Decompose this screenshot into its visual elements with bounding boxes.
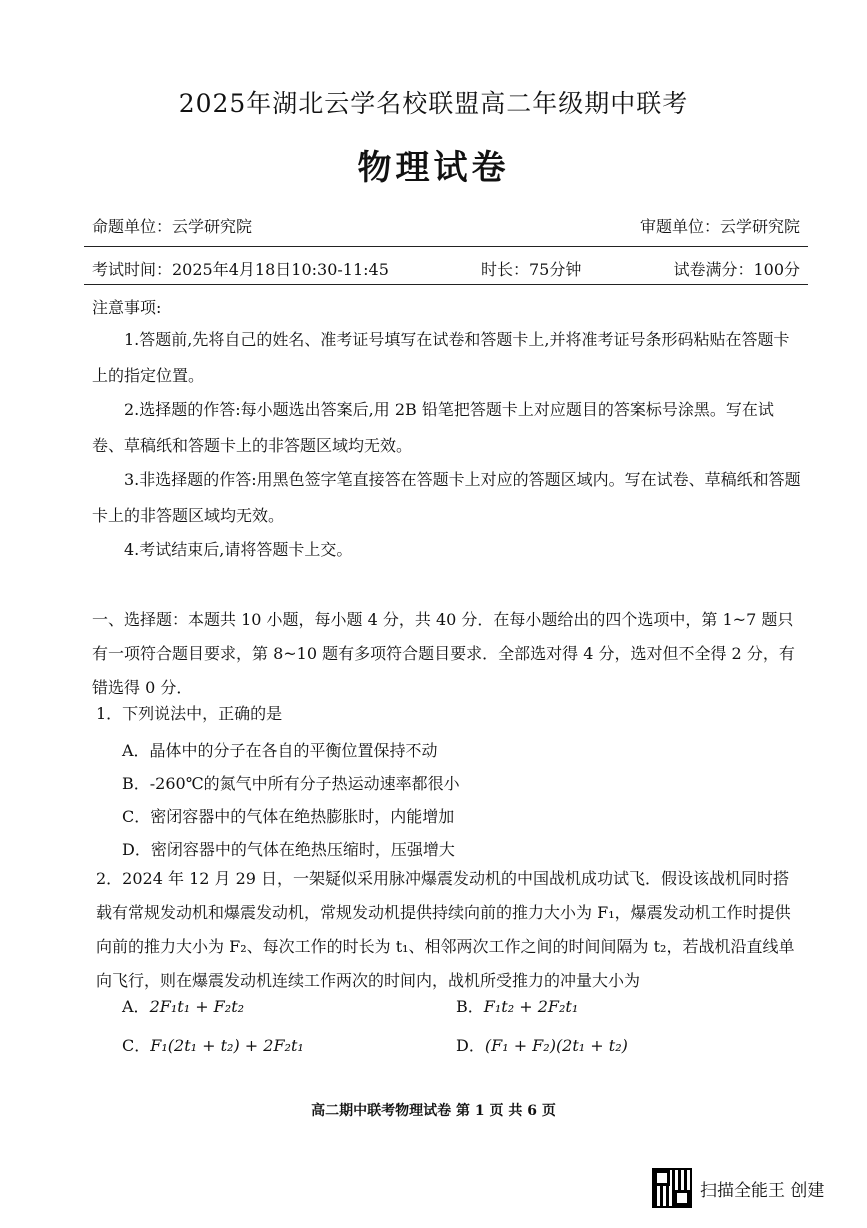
scanner-label: 扫描全能王 创建 [700,1180,825,1201]
full-score: 试卷满分：100分 [673,260,800,279]
meta-row-units [92,214,800,237]
exam-title: 2025年湖北云学名校联盟高二年级期中联考 [178,89,689,118]
question-2-option-c-line [122,1033,304,1056]
question-1-option-d: D．密闭容器中的气体在绝热压缩时，压强增大 [122,840,455,859]
section-instructions: 一、选择题：本题共 10 小题，每小题 4 分，共 40 分．在每小题给出的四个选项中，第 1~7 题只有一项符合题目要求，第 8~10 题有多项符合题目要求．全部选对得 4 分，选对但不全得 2 分，有错选得 0 分． [92,610,795,697]
question-2-option-b [456,994,578,1017]
option-letter: C． [122,1036,151,1055]
question-1-stem: 1．下列说法中，正确的是 [96,704,283,723]
scanner-watermark [652,1168,824,1208]
exam-time: 考试时间：2025年4月18日10:30-11:45 [92,260,389,279]
setter-unit: 命题单位：云学研究院 [92,217,253,236]
option-expression: F₁t₂ + 2F₂t₁ [483,997,579,1016]
question-1-option-a: A．晶体中的分子在各自的平衡位置保持不动 [122,741,438,760]
note-item: 1.答题前,先将自己的姓名、准考证号填写在试卷和答题卡上,并将准考证号条形码粘贴在答题卡上的指定位置。 [92,330,790,385]
note-item: 4.考试结束后,请将答题卡上交。 [124,540,353,559]
subject-title: 物理试卷 [357,148,510,188]
header-rule-top [84,246,808,247]
reviewer-unit: 审题单位：云学研究院 [639,217,800,236]
option-letter: D． [456,1036,485,1055]
notes-title: 注意事项: [92,298,162,317]
qr-code-icon [652,1168,692,1208]
option-expression: F₁(2t₁ + t₂) + 2F₂t₁ [150,1036,304,1055]
question-2-stem: 2．2024 年 12 月 29 日，一架疑似采用脉冲爆震发动机的中国战机成功试飞．假设该战机同时搭载有常规发动机和爆震发动机，常规发动机提供持续向前的推力大小为 F₁，爆震发动机工作时提供向前的推力大小为 F₂、每次工作的时长为 t₁、相邻两次工作之间的时间间隔为 t₂，若战机沿直线单向飞行，则在爆震发动机连续工作两次的时间内，战机所受推力的冲量大小为 [96,869,795,990]
option-expression: (F₁ + F₂)(2t₁ + t₂) [484,1036,628,1055]
question-2-option-a [122,994,244,1017]
question-1-option-b: B．-260℃的氮气中所有分子热运动速率都很小 [122,774,460,793]
question-1-option-c: C．密闭容器中的气体在绝热膨胀时，内能增加 [122,807,455,826]
header-rule-bottom [84,284,808,285]
option-expression: 2F₁t₁ + F₂t₂ [149,997,245,1016]
note-item: 3.非选择题的作答:用黑色签字笔直接答在答题卡上对应的答题区域内。写在试卷、草稿纸和答题卡上的非答题区域均无效。 [92,470,801,525]
option-letter: A． [122,997,150,1016]
page-footer: 高二期中联考物理试卷 第 1 页 共 6 页 [311,1103,556,1119]
question-2-option-d [456,1033,628,1056]
exam-duration: 时长：75分钟 [480,260,582,279]
meta-row-time [92,257,800,280]
option-letter: B． [456,997,484,1016]
note-item: 2.选择题的作答:每小题选出答案后,用 2B 铅笔把答题卡上对应题目的答案标号涂黑。写在试卷、草稿纸和答题卡上的非答题区域均无效。 [92,400,774,455]
